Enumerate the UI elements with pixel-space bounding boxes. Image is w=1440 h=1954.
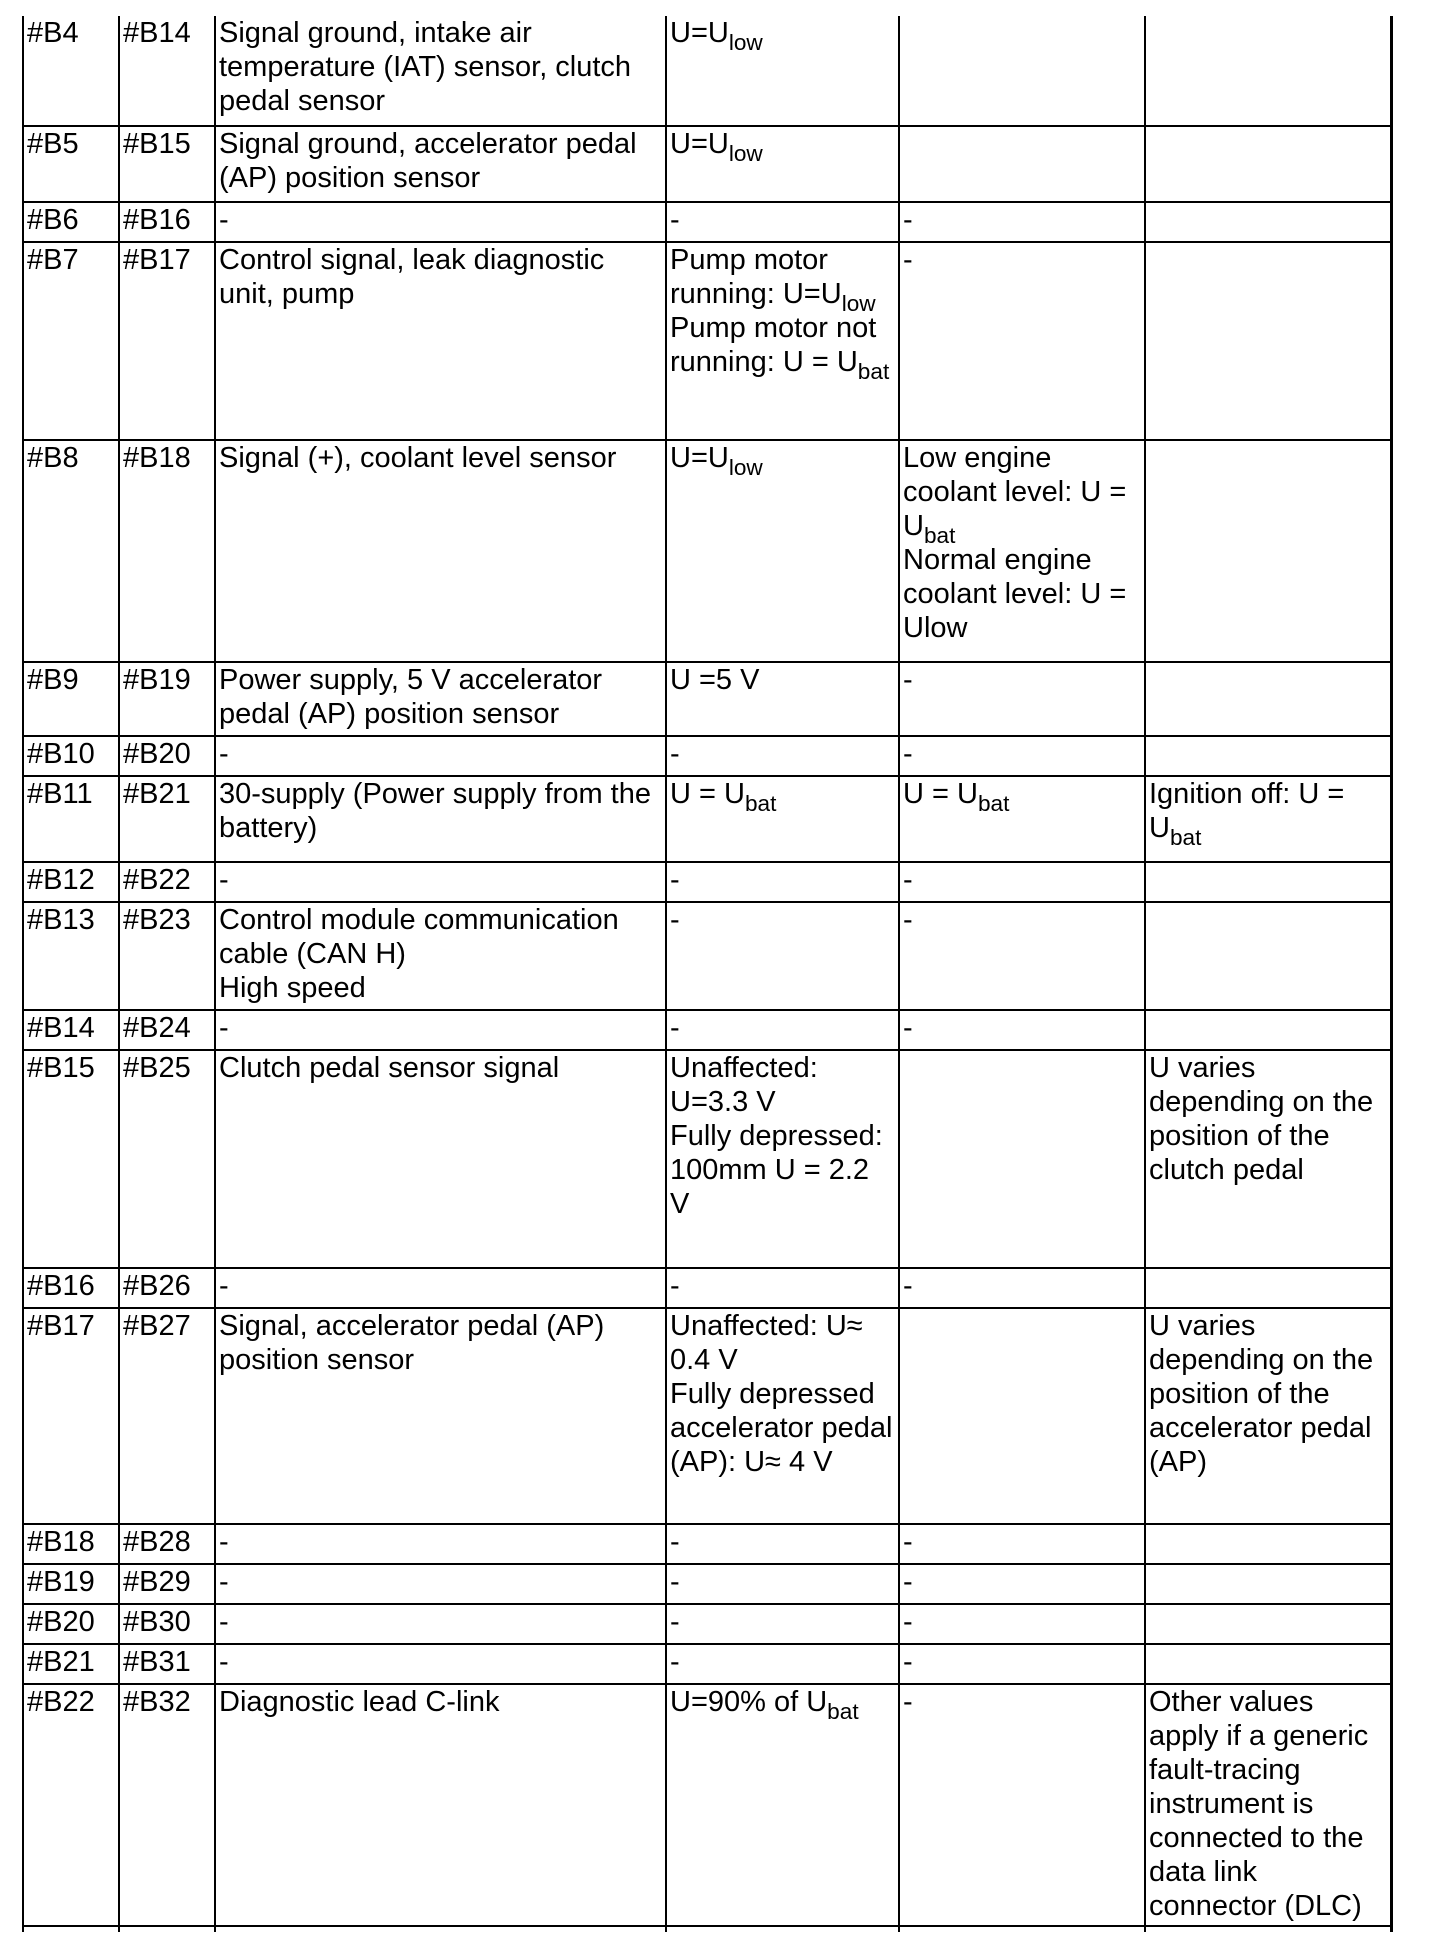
description-cell <box>215 862 666 902</box>
pin-b-cell: #B28 <box>119 1524 215 1564</box>
value-line <box>670 311 896 384</box>
value-text: U varies depending on the position of the clutch pedal <box>1149 1052 1374 1186</box>
value-text: U=U <box>670 128 729 160</box>
value-text: Pump motor not running: U = U <box>670 312 877 378</box>
c4-cell <box>666 242 899 440</box>
c5-cell <box>899 902 1145 1010</box>
description-cell <box>215 1644 666 1684</box>
table-row <box>23 1268 1391 1308</box>
pin-b-cell: #B31 <box>119 1644 215 1684</box>
value-text: Low engine coolant level: U = U <box>903 442 1127 542</box>
c4-cell <box>666 1644 899 1684</box>
c5-cell <box>899 1268 1145 1308</box>
value-line <box>670 663 896 697</box>
value-line <box>670 1377 896 1479</box>
value-line <box>670 1309 896 1377</box>
subscript: low <box>728 454 763 480</box>
value-line <box>903 441 1142 548</box>
subscript: low <box>841 290 876 316</box>
description-cell <box>215 440 666 662</box>
value-text: - <box>903 864 913 896</box>
description-cell <box>215 242 666 440</box>
value-line <box>903 1605 1142 1639</box>
value-text: Unaffected: U=3.3 V <box>670 1052 818 1118</box>
value-text: - <box>903 1270 913 1302</box>
subscript: bat <box>827 1698 859 1724</box>
pin-a-cell: #B7 <box>23 242 119 440</box>
value-text: Pump motor running: U=U <box>670 244 842 310</box>
value-text: Fully depressed accelerator pedal (AP): U≈ 4 V <box>670 1378 893 1478</box>
c4-cell <box>666 126 899 202</box>
c4-cell <box>666 1308 899 1524</box>
c5-cell <box>899 1604 1145 1644</box>
c6-cell <box>1145 126 1391 202</box>
c5-cell <box>899 440 1145 662</box>
c5-cell <box>899 242 1145 440</box>
value-line <box>903 1685 1142 1719</box>
c6-cell <box>1145 440 1391 662</box>
c5-cell <box>899 1564 1145 1604</box>
description-line: Diagnostic lead C-link <box>219 1686 500 1718</box>
description-line: - <box>219 204 229 236</box>
description-line: Power supply, 5 V accelerator pedal (AP) position sensor <box>219 664 603 730</box>
value-line <box>670 1685 896 1724</box>
c4-cell <box>666 16 899 126</box>
c6-cell <box>1145 862 1391 902</box>
pin-table-body <box>23 16 1391 1926</box>
pin-b-cell: #B15 <box>119 126 215 202</box>
c4-cell <box>666 662 899 736</box>
c4-cell <box>666 1684 899 1926</box>
value-line <box>670 1645 896 1679</box>
value-line <box>670 203 896 237</box>
description-line: - <box>219 1606 229 1638</box>
description-line: - <box>219 1566 229 1598</box>
table-edge <box>118 1906 120 1932</box>
description-line: Signal ground, intake air temperature (IAT) sensor, clutch pedal sensor <box>219 17 632 117</box>
c6-cell <box>1145 1524 1391 1564</box>
c5-cell <box>899 776 1145 862</box>
description-line: - <box>219 864 229 896</box>
value-text: - <box>903 1012 913 1044</box>
value-line <box>903 1269 1142 1303</box>
table-edge <box>214 1906 216 1932</box>
description-cell <box>215 16 666 126</box>
value-text: U = U <box>903 778 978 810</box>
c4-cell <box>666 202 899 242</box>
pin-b-cell: #B27 <box>119 1308 215 1524</box>
value-line <box>903 243 1142 277</box>
c4-cell <box>666 1604 899 1644</box>
value-line <box>903 1525 1142 1559</box>
table-row <box>23 1308 1391 1524</box>
table-row <box>23 1524 1391 1564</box>
table-row <box>23 242 1391 440</box>
value-line <box>903 1645 1142 1679</box>
c6-cell <box>1145 902 1391 1010</box>
c5-cell <box>899 862 1145 902</box>
pin-b-cell: #B23 <box>119 902 215 1010</box>
pin-b-cell: #B25 <box>119 1050 215 1268</box>
table-edge <box>898 1906 900 1932</box>
c5-cell <box>899 1010 1145 1050</box>
description-cell <box>215 126 666 202</box>
value-text: - <box>670 864 680 896</box>
description-cell <box>215 1684 666 1926</box>
value-line <box>670 737 896 771</box>
c6-cell <box>1145 1564 1391 1604</box>
value-text: Other values apply if a generic fault-tracing instrument is connected to the data link connector (DLC) <box>1149 1686 1369 1922</box>
table-row <box>23 1050 1391 1268</box>
value-line <box>670 1051 896 1119</box>
description-line: - <box>219 1646 229 1678</box>
value-line <box>670 777 896 816</box>
description-line: - <box>219 738 229 770</box>
value-text: - <box>670 1526 680 1558</box>
value-text: - <box>903 1686 913 1718</box>
table-row <box>23 1564 1391 1604</box>
description-cell <box>215 736 666 776</box>
pin-b-cell: #B29 <box>119 1564 215 1604</box>
c6-cell <box>1145 1050 1391 1268</box>
pin-a-cell: #B10 <box>23 736 119 776</box>
table-row <box>23 862 1391 902</box>
c4-cell <box>666 1268 899 1308</box>
description-cell <box>215 776 666 862</box>
table-row <box>23 776 1391 862</box>
value-text: - <box>903 204 913 236</box>
pin-a-cell: #B14 <box>23 1010 119 1050</box>
description-cell <box>215 1308 666 1524</box>
pin-b-cell: #B32 <box>119 1684 215 1926</box>
c5-cell <box>899 126 1145 202</box>
pin-table <box>22 16 1392 1927</box>
value-line <box>1149 1685 1388 1923</box>
value-line <box>903 903 1142 937</box>
pin-a-cell: #B21 <box>23 1644 119 1684</box>
c4-cell <box>666 1050 899 1268</box>
value-line <box>903 543 1142 645</box>
value-text: U varies depending on the position of the accelerator pedal (AP) <box>1149 1310 1374 1478</box>
c6-cell <box>1145 1644 1391 1684</box>
c6-cell <box>1145 1604 1391 1644</box>
value-text: U=90% of U <box>670 1686 828 1718</box>
value-line <box>670 863 896 897</box>
table-edge <box>1144 1906 1146 1932</box>
value-text: - <box>903 244 913 276</box>
description-cell <box>215 662 666 736</box>
c4-cell <box>666 1564 899 1604</box>
pin-a-cell: #B16 <box>23 1268 119 1308</box>
description-line: Signal ground, accelerator pedal (AP) position sensor <box>219 128 637 194</box>
pin-b-cell: #B20 <box>119 736 215 776</box>
c5-cell <box>899 1524 1145 1564</box>
value-line <box>670 1605 896 1639</box>
value-line <box>903 863 1142 897</box>
c4-cell <box>666 440 899 662</box>
table-row <box>23 440 1391 662</box>
description-cell <box>215 1604 666 1644</box>
c4-cell <box>666 1524 899 1564</box>
subscript: bat <box>744 790 777 816</box>
value-text: - <box>670 904 680 936</box>
c5-cell <box>899 1684 1145 1926</box>
c4-cell <box>666 776 899 862</box>
pin-a-cell: #B15 <box>23 1050 119 1268</box>
pin-a-cell: #B11 <box>23 776 119 862</box>
pin-a-cell: #B18 <box>23 1524 119 1564</box>
c4-cell <box>666 862 899 902</box>
c5-cell <box>899 16 1145 126</box>
value-line <box>903 663 1142 697</box>
description-cell <box>215 1010 666 1050</box>
table-row <box>23 1644 1391 1684</box>
pin-b-cell: #B19 <box>119 662 215 736</box>
table-right-edge <box>1390 16 1393 1932</box>
c6-cell <box>1145 202 1391 242</box>
pin-b-cell: #B26 <box>119 1268 215 1308</box>
pin-b-cell: #B18 <box>119 440 215 662</box>
value-text: U=U <box>670 17 729 49</box>
table-edge <box>665 1906 667 1932</box>
value-text: - <box>670 204 680 236</box>
value-text: - <box>670 1566 680 1598</box>
pin-b-cell: #B22 <box>119 862 215 902</box>
description-cell <box>215 1524 666 1564</box>
value-text: - <box>903 1526 913 1558</box>
value-line <box>1149 1051 1388 1187</box>
description-line: Control signal, leak diagnostic unit, pump <box>219 244 605 310</box>
table-row <box>23 16 1391 126</box>
table-row <box>23 736 1391 776</box>
pin-a-cell: #B4 <box>23 16 119 126</box>
c4-cell <box>666 902 899 1010</box>
c5-cell <box>899 736 1145 776</box>
pin-a-cell: #B20 <box>23 1604 119 1644</box>
value-line <box>1149 1309 1388 1479</box>
value-line <box>903 737 1142 771</box>
value-text: - <box>903 1646 913 1678</box>
value-text: - <box>670 1012 680 1044</box>
value-line <box>903 777 1142 816</box>
table-row <box>23 1604 1391 1644</box>
pin-b-cell: #B17 <box>119 242 215 440</box>
c6-cell <box>1145 662 1391 736</box>
subscript: bat <box>857 358 890 384</box>
description-cell <box>215 1268 666 1308</box>
description-line: Signal (+), coolant level sensor <box>219 442 617 474</box>
c6-cell <box>1145 1010 1391 1050</box>
value-line <box>670 1119 896 1221</box>
description-cell <box>215 1050 666 1268</box>
pin-b-cell: #B14 <box>119 16 215 126</box>
pin-b-cell: #B16 <box>119 202 215 242</box>
pin-a-cell: #B12 <box>23 862 119 902</box>
value-text: U=U <box>670 442 729 474</box>
pin-a-cell: #B9 <box>23 662 119 736</box>
description-line: - <box>219 1270 229 1302</box>
description-line: Signal, accelerator pedal (AP) position sensor <box>219 1310 605 1376</box>
subscript: low <box>728 140 763 166</box>
c5-cell <box>899 202 1145 242</box>
value-line <box>903 1565 1142 1599</box>
value-line <box>670 16 896 55</box>
table-row <box>23 1010 1391 1050</box>
c6-cell <box>1145 1308 1391 1524</box>
c5-cell <box>899 662 1145 736</box>
value-line <box>903 203 1142 237</box>
c5-cell <box>899 1050 1145 1268</box>
pin-a-cell: #B17 <box>23 1308 119 1524</box>
value-text: - <box>903 904 913 936</box>
description-line: - <box>219 1526 229 1558</box>
value-text: - <box>903 738 913 770</box>
value-line <box>670 243 896 316</box>
value-line <box>670 1525 896 1559</box>
pin-a-cell: #B8 <box>23 440 119 662</box>
value-text: U =5 V <box>670 664 760 696</box>
description-line: 30-supply (Power supply from the battery) <box>219 778 651 844</box>
description-cell <box>215 902 666 1010</box>
value-line <box>670 441 896 480</box>
c4-cell <box>666 736 899 776</box>
description-line: High speed <box>219 972 366 1004</box>
c6-cell <box>1145 16 1391 126</box>
table-row <box>23 662 1391 736</box>
c5-cell <box>899 1308 1145 1524</box>
value-text: U = U <box>670 778 745 810</box>
value-line <box>670 1269 896 1303</box>
pin-a-cell: #B6 <box>23 202 119 242</box>
table-row <box>23 902 1391 1010</box>
value-text: - <box>903 1606 913 1638</box>
description-line: - <box>219 1012 229 1044</box>
value-text: - <box>670 1270 680 1302</box>
subscript: bat <box>1169 824 1202 850</box>
table-row <box>23 202 1391 242</box>
value-line <box>903 1011 1142 1045</box>
value-line <box>1149 777 1388 850</box>
subscript: low <box>728 29 763 55</box>
c6-cell <box>1145 1268 1391 1308</box>
subscript: bat <box>923 522 956 548</box>
pin-a-cell: #B22 <box>23 1684 119 1926</box>
pin-a-cell: #B13 <box>23 902 119 1010</box>
value-line <box>670 127 896 166</box>
c6-cell <box>1145 242 1391 440</box>
pin-b-cell: #B21 <box>119 776 215 862</box>
c6-cell <box>1145 736 1391 776</box>
value-text: - <box>903 1566 913 1598</box>
value-text: - <box>670 1646 680 1678</box>
value-text: - <box>670 1606 680 1638</box>
value-text: - <box>670 738 680 770</box>
pin-a-cell: #B19 <box>23 1564 119 1604</box>
value-text: Normal engine coolant level: U = Ulow <box>903 544 1127 644</box>
table-row <box>23 1684 1391 1926</box>
value-line <box>670 903 896 937</box>
table-row <box>23 126 1391 202</box>
c4-cell <box>666 1010 899 1050</box>
description-line: Control module communication cable (CAN H) <box>219 904 619 970</box>
value-text: - <box>903 664 913 696</box>
pin-b-cell: #B24 <box>119 1010 215 1050</box>
value-text: Ignition off: U = U <box>1149 778 1345 844</box>
value-text: Fully depressed: 100mm U = 2.2 V <box>670 1120 883 1220</box>
table-edge <box>22 1906 24 1932</box>
pin-b-cell: #B30 <box>119 1604 215 1644</box>
subscript: bat <box>977 790 1010 816</box>
description-line: Clutch pedal sensor signal <box>219 1052 560 1084</box>
c6-cell <box>1145 1684 1391 1926</box>
pin-a-cell: #B5 <box>23 126 119 202</box>
value-line <box>670 1011 896 1045</box>
description-cell <box>215 1564 666 1604</box>
value-line <box>670 1565 896 1599</box>
c5-cell <box>899 1644 1145 1684</box>
c6-cell <box>1145 776 1391 862</box>
value-text: Unaffected: U≈ 0.4 V <box>670 1310 863 1376</box>
description-cell <box>215 202 666 242</box>
